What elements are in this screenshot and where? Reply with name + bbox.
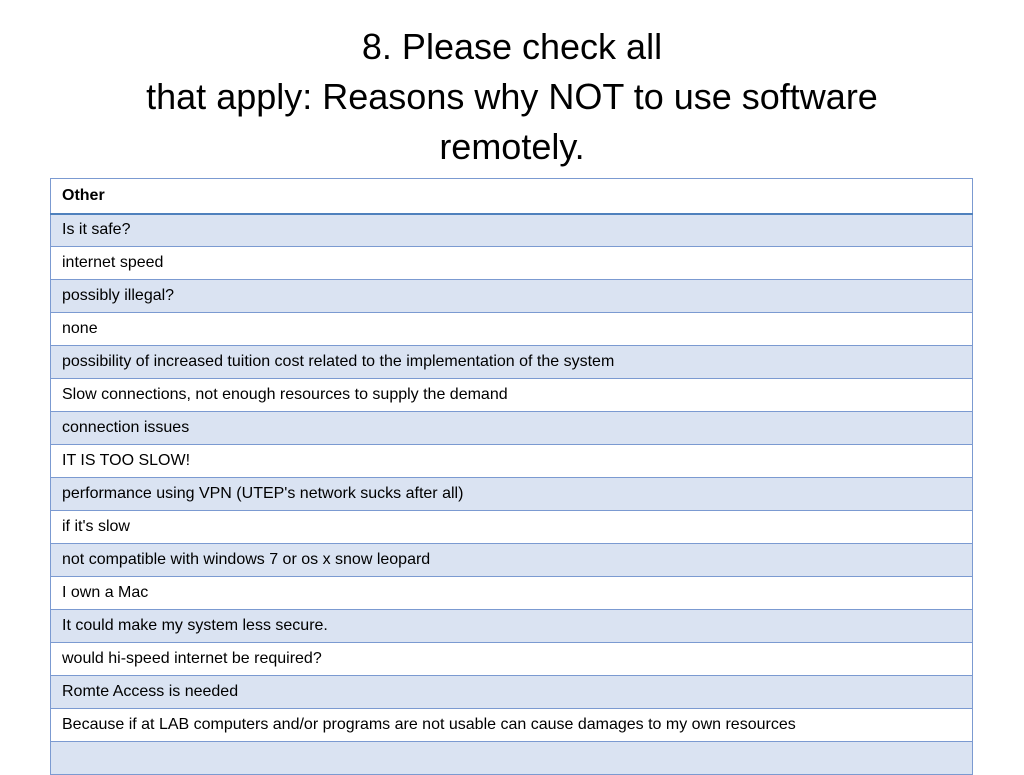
table-row xyxy=(51,610,973,643)
table-cell: would hi-speed internet be required? xyxy=(51,643,973,676)
table-cell: connection issues xyxy=(51,412,973,445)
table-row xyxy=(51,412,973,445)
table-row xyxy=(51,709,973,742)
table-cell: possibly illegal? xyxy=(51,280,973,313)
slide-title-line-1: 8. Please check all xyxy=(361,26,663,67)
table-cell: Slow connections, not enough resources to supply the demand xyxy=(51,379,973,412)
table-cell: none xyxy=(51,313,973,346)
table-row xyxy=(51,511,973,544)
table-row xyxy=(51,676,973,709)
slide-title xyxy=(60,22,964,172)
responses-table-container xyxy=(50,178,974,775)
table-cell: internet speed xyxy=(51,247,973,280)
responses-table xyxy=(50,178,973,775)
table-cell xyxy=(51,742,973,775)
slide-title-line-2: that apply: Reasons why NOT to use software xyxy=(146,76,878,117)
table-header-row xyxy=(51,179,973,214)
table-cell: not compatible with windows 7 or os x snow leopard xyxy=(51,544,973,577)
table-row xyxy=(51,280,973,313)
table-row xyxy=(51,214,973,247)
table-row xyxy=(51,346,973,379)
table-cell: if it's slow xyxy=(51,511,973,544)
table-cell: IT IS TOO SLOW! xyxy=(51,445,973,478)
table-cell: Romte Access is needed xyxy=(51,676,973,709)
table-row xyxy=(51,643,973,676)
table-cell: I own a Mac xyxy=(51,577,973,610)
table-row xyxy=(51,544,973,577)
table-row xyxy=(51,742,973,775)
table-row xyxy=(51,478,973,511)
table-row xyxy=(51,379,973,412)
column-header-other: Other xyxy=(51,179,973,214)
table-row xyxy=(51,445,973,478)
table-row xyxy=(51,313,973,346)
table-cell: It could make my system less secure. xyxy=(51,610,973,643)
table-cell: Because if at LAB computers and/or programs are not usable can cause damages to my own resources xyxy=(51,709,973,742)
slide-title-line-3: remotely. xyxy=(439,126,585,167)
table-row xyxy=(51,577,973,610)
table-cell: Is it safe? xyxy=(51,214,973,247)
table-row xyxy=(51,247,973,280)
table-cell: performance using VPN (UTEP's network sucks after all) xyxy=(51,478,973,511)
table-cell: possibility of increased tuition cost related to the implementation of the system xyxy=(51,346,973,379)
